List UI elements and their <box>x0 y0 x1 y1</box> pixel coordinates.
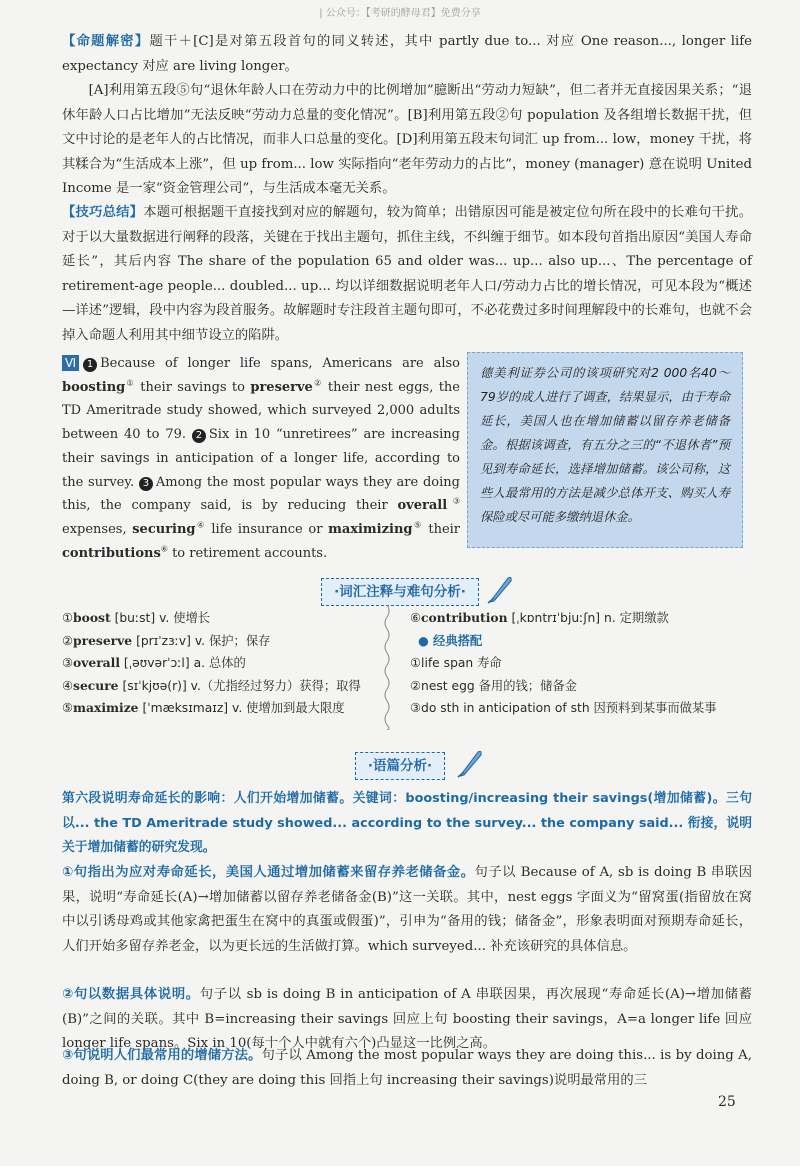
vocab-marker: ① <box>125 378 135 388</box>
distractor-analysis-paragraph <box>62 79 752 202</box>
vocab-phonetic: [prɪˈzɜːv] <box>136 633 191 648</box>
vocab-item <box>410 607 760 630</box>
collocation-item: ③do sth in anticipation of sth 因预料到某事而做某事 <box>410 701 717 716</box>
analysis-head: ③句说明人们最常用的增储方法。 <box>62 1048 262 1063</box>
vocab-marker: ④ <box>195 520 206 530</box>
vocab-headword: preserve <box>73 632 133 648</box>
analysis-text: 句子以 Because of A, sb is doing B 串联因果，说明“寿命延长(A)→增加储蓄以留存养老储备金(B)”这一关联。其中，nest eggs 字面义为“留窝蛋(指留放在窝中以引诱母鸡或其他家禽把蛋生在窝中的真蛋或假蛋)”，引申为“备用的钱；储备金”，形象表明面对预期寿命延长，人们开始多留存养老金，以为更长远的生活做打算。which surveyed... 补充该研究的具体信息。 <box>62 865 752 954</box>
paragraph-text: [A]利用第五段⑤句“退休年龄人口在劳动力中的比例增加”臆断出“劳动力短缺”，但二者并无直接因果关系；“退休年龄人口占比增加”无法反映“劳动力总量的变化情况”。[B]利用第五段②句 population 及各组增长数据干扰，但文中讨论的是老年人的占比情况，而非人口总量的变化。[D]利用第五段末句词汇 up from... low，money 干扰，将其糅合为“生活成本上涨”，但 up from... low 实际指向“老年劳动力的占比”，money (manager) 意在说明 United Income 是一家“资金管理公司”，与生活成本毫无关系。 <box>62 83 752 196</box>
vocab-headword: secure <box>73 677 119 693</box>
vocab-word: preserve <box>250 379 313 395</box>
collocation-item: ①life span 寿命 <box>410 656 502 671</box>
translation-box: 德美利证券公司的该项研究对2 000名40～79岁的成人进行了调查，结果显示，由于寿命延长，美国人也在增加储蓄以留存养老储备金。根据该调查，有五分之三的“不退休者”预见到寿命延长，选择增加储蓄。该公司称，这些人最常用的方法是减少总体开支、购买人寿保险或尽可能多缴纳退休金。 <box>467 352 743 548</box>
exam-analysis-paragraph <box>62 30 752 79</box>
vocab-title-text: ·词汇注释与难句分析· <box>321 578 479 606</box>
analysis-text: 句子以 sb is doing B in anticipation of A 串联因果，再次展现“寿命延长(A)→增加储蓄(B)”之间的关联。其中 B=increasing their savings 回应上句 boosting their savings，A=a longer life 回应 longer life spans。Six in 10(每十个人中就有六个)凸显这一比例之高。 <box>62 987 752 1051</box>
vocab-headword: boost <box>73 610 111 625</box>
paragraph-text: 题干＋[C]是对第五段首句的同义转述，其中 partly due to... 对应 One reason..., longer life expectancy 对应 are living longer。 <box>62 34 752 74</box>
collocation-heading <box>410 630 760 653</box>
collocation-item: ②nest egg 备用的钱；储备金 <box>410 678 577 693</box>
passage-paragraph-six <box>62 352 460 565</box>
quill-icon <box>456 748 484 778</box>
watermark: | 公众号：【考研的酵母君】免费分享 <box>319 8 481 19</box>
vocab-headword: overall <box>73 655 120 671</box>
vocab-section-title <box>280 578 520 604</box>
quill-icon <box>486 574 514 604</box>
section-badge: Ⅵ <box>62 355 79 371</box>
analysis-head: ②句以数据具体说明。 <box>62 987 200 1002</box>
skill-summary-paragraph <box>62 201 752 348</box>
vocab-headword: maximize <box>73 700 139 716</box>
analysis-sentence-1 <box>62 861 752 959</box>
vocab-phonetic: [sɪˈkjʊə(r)] <box>122 678 187 693</box>
sentence-text: life insurance or <box>205 521 329 537</box>
vocab-headword: contribution <box>421 610 508 625</box>
vocab-item <box>62 697 382 720</box>
vocab-word: boosting <box>62 379 126 395</box>
vocab-word: maximizing <box>328 521 413 537</box>
analysis-overview: 第六段说明寿命延长的影响：人们开始增加储蓄。关键词：boosting/increasing their savings(增加储蓄)。三句以... the TD Ameritrade study showed... according to the survey... the company said... 衔接，说明关于增加储蓄的研究发现。 <box>62 791 752 855</box>
vocab-phonetic: [buːst] <box>114 611 156 625</box>
tag-skill-summary: 【技巧总结】 <box>62 205 144 220</box>
analysis-text: 句子以 Among the most popular ways they are doing this... is by doing A, doing B, or doing C(they are doing this 回指上句 increasing their savings)说明最常用的三 <box>62 1048 752 1088</box>
vocab-list-left <box>62 607 382 720</box>
sentence-text: Because of longer life spans, Americans are also <box>100 356 460 371</box>
sentence-text: Among the most popular ways they are doing this, the company said, is by reducing their <box>62 474 460 514</box>
vocab-definition: v. 使增长 <box>159 611 211 625</box>
vocab-item <box>62 675 382 698</box>
sentence-text: expenses, <box>62 521 133 537</box>
vocab-phonetic: [ˌkɒntrɪˈbjuːʃn] <box>511 611 601 625</box>
collocation-title: 经典搭配 <box>433 633 483 648</box>
vocab-index: ③ <box>62 656 74 671</box>
vocab-index: ④ <box>62 678 74 693</box>
vocab-phonetic: [ˈmæksɪmaɪz] <box>142 701 229 716</box>
vocab-definition: a. 总体的 <box>193 656 246 671</box>
sentence-text: their <box>422 521 461 537</box>
column-divider <box>383 605 391 730</box>
analysis-sentence-3 <box>62 1044 752 1093</box>
tag-question-decode: 【命题解密】 <box>62 34 150 49</box>
vocab-index: ⑥ <box>410 611 422 625</box>
bullet-dot-icon: ● <box>418 633 429 648</box>
vocab-marker: ② <box>312 378 323 388</box>
vocab-index: ② <box>62 633 74 648</box>
vocab-definition: v. 保护；保存 <box>194 633 271 648</box>
vocab-definition: v.（尤指经过努力）获得；取得 <box>190 678 361 693</box>
vocab-definition: v. 使增加到最大限度 <box>232 701 345 716</box>
vocab-marker: ③ <box>447 496 461 506</box>
vocab-item <box>62 630 382 653</box>
vocab-word: securing <box>132 521 196 537</box>
vocab-marker: ⑤ <box>412 520 423 530</box>
sentence-text: their nest eggs, the TD Ameritrade study showed, which surveyed 2,000 adults between 40 to 79. <box>62 379 460 443</box>
vocab-item <box>62 652 382 675</box>
sentence-number: 2 <box>192 429 206 443</box>
paragraph-text: 本题可根据题干直接找到对应的解题句，较为简单；出错原因可能是被定位句所在段中的长难句干扰。对于以大量数据进行阐释的段落，关键在于找出主题句，抓住主线，不纠缠于细节。如本段句首指出原因“美国人寿命延长”，其后内容 The share of the population 65 and older was... up... also up...、The percentage of retirement-age people... doubled... up... 均以详细数据说明老年人口/劳动力占比的增长情况，可见本段为“概述—详述”逻辑，段中内容为段首服务。故解题时专注段首主题句即可，不必花费过多时间理解段中的长难句，也就不会掉入命题人利用其中细节设立的陷阱。 <box>62 205 753 343</box>
vocab-word: contributions <box>62 545 161 561</box>
analysis-section-title <box>280 752 520 778</box>
vocab-list-right <box>410 607 760 720</box>
vocab-index: ① <box>62 611 74 625</box>
sentence-number: 1 <box>83 358 97 372</box>
vocab-index: ⑤ <box>62 701 74 716</box>
vocab-phonetic: [ˌəʊvərˈɔːl] <box>123 656 190 671</box>
sentence-number: 3 <box>139 477 153 491</box>
sentence-text: to retirement accounts. <box>167 545 328 561</box>
sentence-text: Six in 10 “unretirees” are increasing their savings in anticipation of a longer life, according to the survey. <box>62 427 460 490</box>
sentence-text: their savings to <box>134 379 251 395</box>
vocab-definition: n. 定期缴款 <box>603 611 669 625</box>
page-number: 25 <box>718 1094 736 1110</box>
analysis-title-text: ·语篇分析· <box>355 752 445 780</box>
vocab-word: overall <box>397 498 448 514</box>
vocab-item <box>62 607 382 630</box>
vocab-marker: ⑥ <box>160 544 168 554</box>
analysis-head: ①句指出为应对寿命延长，美国人通过增加储蓄来留存养老储备金。 <box>62 865 475 880</box>
